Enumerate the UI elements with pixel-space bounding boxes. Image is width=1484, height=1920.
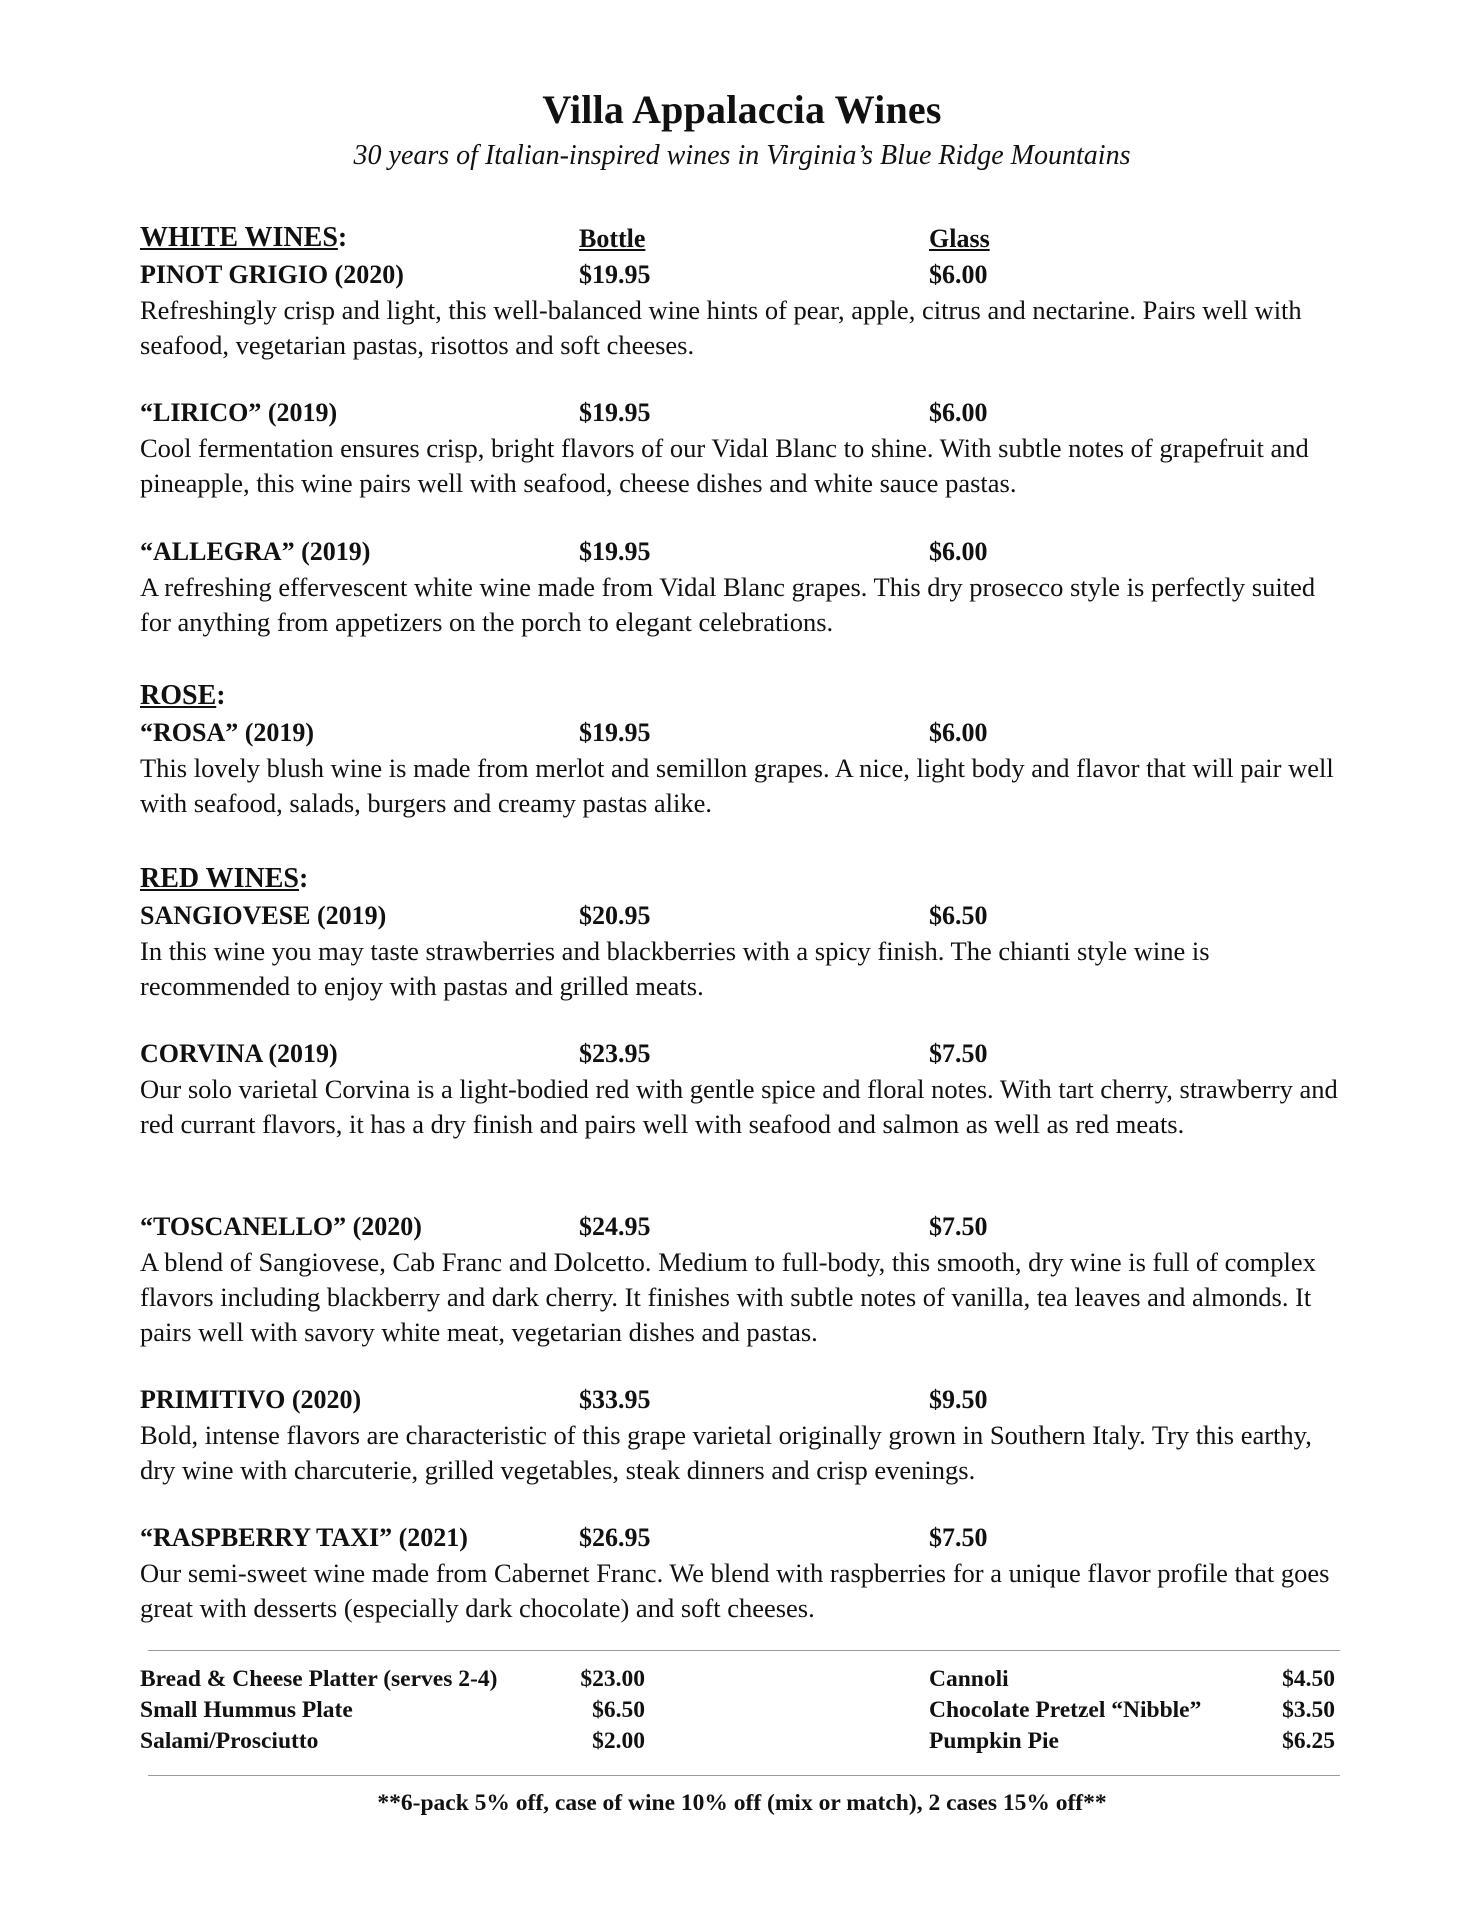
wine-bottle-price: $33.95 bbox=[579, 1385, 651, 1414]
discount-note: **6-pack 5% off, case of wine 10% off (mix or match), 2 cases 15% off** bbox=[377, 1790, 1107, 1816]
food-item-name: Salami/Prosciutto bbox=[140, 1728, 319, 1754]
food-item-price: $23.00 bbox=[580, 1666, 645, 1692]
food-item-name: Bread & Cheese Platter (serves 2-4) bbox=[140, 1666, 498, 1692]
section-heading-white-wines bbox=[140, 222, 347, 254]
wine-bottle-price: $19.95 bbox=[579, 260, 651, 289]
wine-description: Cool fermentation ensures crisp, bright flavors of our Vidal Blanc to shine. With subtle notes of grapefruit and pineapple, this wine pairs well with seafood, cheese dishes and white sauce pastas. bbox=[140, 433, 1309, 498]
wine-glass-price: $6.00 bbox=[929, 260, 988, 289]
wine-bottle-price: $26.95 bbox=[579, 1523, 651, 1552]
wine-glass-price: $6.00 bbox=[929, 398, 988, 427]
wine-glass-price: $6.00 bbox=[929, 537, 988, 566]
wine-bottle-price: $19.95 bbox=[579, 537, 651, 566]
food-item-price: $2.00 bbox=[592, 1728, 645, 1754]
wine-glass-price: $7.50 bbox=[929, 1039, 988, 1068]
food-item-name: Pumpkin Pie bbox=[929, 1728, 1059, 1754]
wine-name: “LIRICO” (2019) bbox=[140, 398, 338, 427]
wine-name: “ALLEGRA” (2019) bbox=[140, 537, 371, 566]
wine-bottle-price: $24.95 bbox=[579, 1212, 651, 1241]
divider-bottom bbox=[148, 1775, 1340, 1776]
food-item-name: Cannoli bbox=[929, 1666, 1009, 1692]
wine-glass-price: $9.50 bbox=[929, 1385, 988, 1414]
food-item-price: $3.50 bbox=[1282, 1697, 1335, 1723]
section-heading-white-wines-label: WHITE WINES bbox=[140, 222, 338, 253]
wine-description: Bold, intense flavors are characteristic of this grape varietal originally grown in Southern Italy. Try this earthy, dry wine with charcuterie, grilled vegetables, steak dinners and crisp evenings. bbox=[140, 1420, 1312, 1485]
divider-top bbox=[148, 1650, 1340, 1651]
wine-name: SANGIOVESE (2019) bbox=[140, 901, 387, 930]
section-heading-colon: : bbox=[298, 863, 309, 894]
wine-bottle-price: $20.95 bbox=[579, 901, 651, 930]
food-item-price: $4.50 bbox=[1282, 1666, 1335, 1692]
wine-glass-price: $6.00 bbox=[929, 718, 988, 747]
food-item-price: $6.50 bbox=[592, 1697, 645, 1723]
section-heading-rose-label: ROSE bbox=[140, 680, 217, 711]
wine-name: “ROSA” (2019) bbox=[140, 718, 315, 747]
wine-description: A blend of Sangiovese, Cab Franc and Dolcetto. Medium to full-body, this smooth, dry wine is full of complex flavors including blackberry and dark cherry. It finishes with subtle notes of vanilla, tea leaves and almonds. It pairs well with savory white meat, vegetarian dishes and pastas. bbox=[140, 1247, 1316, 1347]
food-item-name: Chocolate Pretzel “Nibble” bbox=[929, 1697, 1202, 1723]
wine-glass-price: $7.50 bbox=[929, 1523, 988, 1552]
wine-name: PRIMITIVO (2020) bbox=[140, 1385, 362, 1414]
wine-name: “RASPBERRY TAXI” (2021) bbox=[140, 1523, 468, 1552]
wine-glass-price: $7.50 bbox=[929, 1212, 988, 1241]
wine-bottle-price: $19.95 bbox=[579, 718, 651, 747]
column-heading-bottle: Bottle bbox=[579, 224, 646, 253]
section-heading-red-wines-label: RED WINES bbox=[140, 863, 299, 894]
section-heading-colon: : bbox=[337, 222, 348, 253]
wine-description: This lovely blush wine is made from merlot and semillon grapes. A nice, light body and flavor that will pair well with seafood, salads, burgers and creamy pastas alike. bbox=[140, 753, 1334, 818]
menu-subtitle: 30 years of Italian-inspired wines in Virginia’s Blue Ridge Mountains bbox=[353, 140, 1131, 171]
wine-name: “TOSCANELLO” (2020) bbox=[140, 1212, 422, 1241]
food-item-price: $6.25 bbox=[1282, 1728, 1335, 1754]
wine-description: Our solo varietal Corvina is a light-bodied red with gentle spice and floral notes. With tart cherry, strawberry and red currant flavors, it has a dry finish and pairs well with seafood and salmon as well as red meats. bbox=[140, 1074, 1338, 1139]
wine-name: PINOT GRIGIO (2020) bbox=[140, 260, 404, 289]
wine-name: CORVINA (2019) bbox=[140, 1039, 338, 1068]
wine-glass-price: $6.50 bbox=[929, 901, 988, 930]
menu-title: Villa Appalaccia Wines bbox=[542, 87, 942, 132]
wine-description: A refreshing effervescent white wine made from Vidal Blanc grapes. This dry prosecco style is perfectly suited for anything from appetizers on the porch to elegant celebrations. bbox=[140, 572, 1316, 637]
section-heading-red-wines bbox=[140, 863, 308, 895]
wine-description: Our semi-sweet wine made from Cabernet Franc. We blend with raspberries for a unique flavor profile that goes great with desserts (especially dark chocolate) and soft cheeses. bbox=[140, 1558, 1330, 1623]
wine-description: In this wine you may taste strawberries and blackberries with a spicy finish. The chianti style wine is recommended to enjoy with pastas and grilled meats. bbox=[140, 936, 1210, 1001]
wine-bottle-price: $23.95 bbox=[579, 1039, 651, 1068]
wine-bottle-price: $19.95 bbox=[579, 398, 651, 427]
wine-description: Refreshingly crisp and light, this well-balanced wine hints of pear, apple, citrus and nectarine. Pairs well with seafood, vegetarian pastas, risottos and soft cheeses. bbox=[140, 295, 1302, 360]
food-item-name: Small Hummus Plate bbox=[140, 1697, 353, 1723]
section-heading-colon: : bbox=[216, 680, 226, 711]
section-heading-rose bbox=[140, 680, 226, 712]
column-heading-glass: Glass bbox=[929, 224, 990, 253]
